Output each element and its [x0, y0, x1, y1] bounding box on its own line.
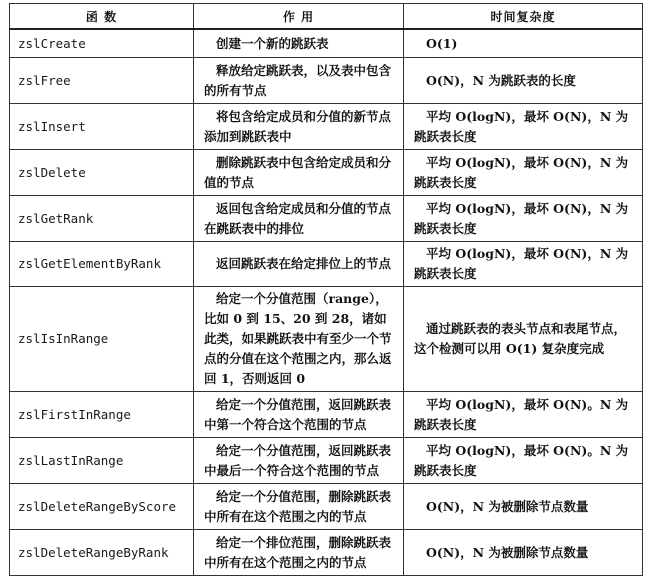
table-row [10, 150, 643, 196]
header-complexity: 时间复杂度 [404, 4, 643, 30]
function-name: zslFree [10, 58, 194, 104]
function-name: zslGetElementByRank [10, 242, 194, 287]
time-complexity: O(1) [404, 29, 643, 58]
table-row [10, 287, 643, 392]
time-complexity: 平均 O(logN)，最坏 O(N)。N 为跳跃表长度 [404, 438, 643, 484]
function-description: 给定一个分值范围（range），比如 0 到 15、20 到 28，诸如此类，如果跳跃表中有至少一个节点的分值在这个范围之内，那么返回 1，否则返回 0 [194, 287, 404, 392]
function-description: 返回跳跃表在给定排位上的节点 [194, 242, 404, 287]
function-name: zslDeleteRangeByRank [10, 530, 194, 576]
function-description: 给定一个分值范围，返回跳跃表中最后一个符合这个范围的节点 [194, 438, 404, 484]
function-description: 给定一个分值范围，删除跳跃表中所有在这个范围之内的节点 [194, 484, 404, 530]
table-row [10, 530, 643, 576]
function-description: 给定一个分值范围，返回跳跃表中第一个符合这个范围的节点 [194, 392, 404, 438]
function-name: zslLastInRange [10, 438, 194, 484]
time-complexity: O(N)，N 为跳跃表的长度 [404, 58, 643, 104]
function-description: 删除跳跃表中包含给定成员和分值的节点 [194, 150, 404, 196]
table-row [10, 29, 643, 58]
table-row [10, 484, 643, 530]
function-name: zslDelete [10, 150, 194, 196]
time-complexity: O(N)，N 为被删除节点数量 [404, 530, 643, 576]
function-name: zslDeleteRangeByScore [10, 484, 194, 530]
table-row [10, 58, 643, 104]
function-name: zslGetRank [10, 196, 194, 242]
header-purpose: 作 用 [194, 4, 404, 30]
function-description: 给定一个排位范围，删除跳跃表中所有在这个范围之内的节点 [194, 530, 404, 576]
document-page [9, 3, 642, 576]
function-name: zslFirstInRange [10, 392, 194, 438]
time-complexity: 通过跳跃表的表头节点和表尾节点，这个检测可以用 O(1) 复杂度完成 [404, 287, 643, 392]
function-description: 创建一个新的跳跃表 [194, 29, 404, 58]
table-row [10, 104, 643, 150]
function-description: 将包含给定成员和分值的新节点添加到跳跃表中 [194, 104, 404, 150]
table-row [10, 438, 643, 484]
function-description: 释放给定跳跃表，以及表中包含的所有节点 [194, 58, 404, 104]
time-complexity: 平均 O(logN)，最坏 O(N)，N 为跳跃表长度 [404, 196, 643, 242]
time-complexity: 平均 O(logN)，最坏 O(N)，N 为跳跃表长度 [404, 242, 643, 287]
time-complexity: 平均 O(logN)，最坏 O(N)。N 为跳跃表长度 [404, 392, 643, 438]
time-complexity: 平均 O(logN)，最坏 O(N)，N 为跳跃表长度 [404, 150, 643, 196]
table-row [10, 242, 643, 287]
table-header-row [10, 4, 643, 30]
header-function: 函 数 [10, 4, 194, 30]
time-complexity: O(N)，N 为被删除节点数量 [404, 484, 643, 530]
time-complexity: 平均 O(logN)，最坏 O(N)，N 为跳跃表长度 [404, 104, 643, 150]
skiplist-api-table [9, 3, 643, 576]
function-name: zslCreate [10, 29, 194, 58]
table-row [10, 196, 643, 242]
function-name: zslIsInRange [10, 287, 194, 392]
function-description: 返回包含给定成员和分值的节点在跳跃表中的排位 [194, 196, 404, 242]
function-name: zslInsert [10, 104, 194, 150]
table-row [10, 392, 643, 438]
